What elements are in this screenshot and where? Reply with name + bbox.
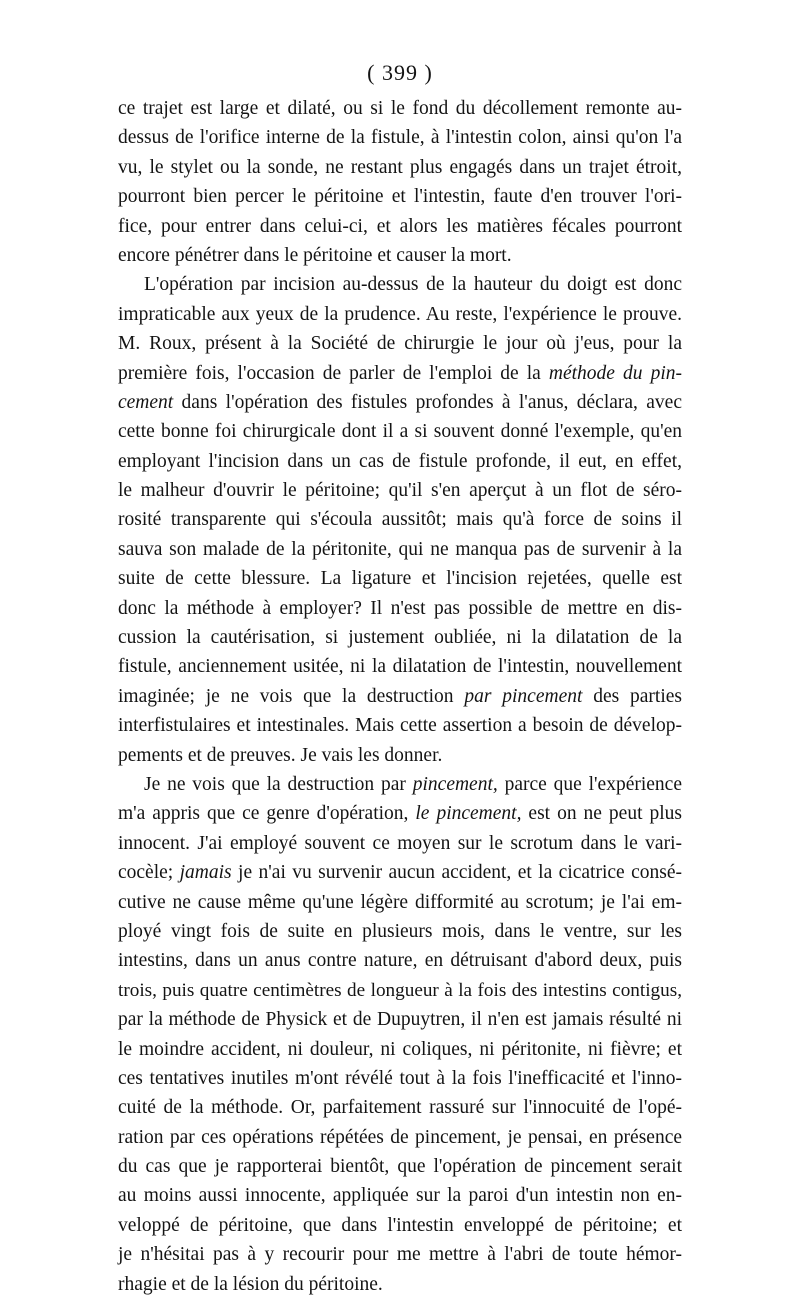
text-run: sauva son malade de la péritonite, qui ne manqua pas de survenir à la — [118, 538, 682, 560]
text-run: au moins aussi innocente, appliquée sur la paroi d'un intestin non en- — [118, 1185, 682, 1207]
text-line — [118, 1035, 682, 1064]
text-run: cutive ne cause même qu'une légère difformité au scrotum; je l'ai em- — [118, 891, 682, 913]
text-run: intestins, dans un anus contre nature, en détruisant d'abord deux, puis — [118, 950, 682, 972]
text-run: interfistulaires et intestinales. Mais cette assertion a besoin de dévelop- — [118, 715, 682, 737]
text-run: je n'ai vu survenir aucun accident, et la cicatrice consé- — [231, 862, 682, 884]
text-line — [118, 417, 682, 446]
text-run: le moindre accident, ni douleur, ni coliques, ni péritonite, ni fièvre; et — [118, 1038, 682, 1060]
text-line — [118, 623, 682, 652]
text-line — [118, 1093, 682, 1122]
text-run: fistule, anciennement usitée, ni la dilatation de l'intestin, nouvellement — [118, 656, 682, 678]
text-run: rosité transparente qui s'écoula aussitôt; mais qu'à force de soins il — [118, 509, 682, 531]
text-run: M. Roux, présent à la Société de chirurgie le jour où j'eus, pour la — [118, 333, 682, 355]
text-line — [118, 447, 682, 476]
text-run: ration par ces opérations répétées de pincement, je pensai, en présence — [118, 1126, 682, 1148]
text-line — [118, 94, 682, 123]
italic-run: par pincement — [464, 685, 583, 707]
text-run: dans l'opération des fistules profondes à l'anus, déclara, avec — [173, 391, 682, 413]
text-run: des parties — [582, 685, 682, 707]
text-run: fice, pour entrer dans celui-ci, et alors les matières fécales pourront — [118, 215, 682, 237]
text-run: Je ne vois que la destruction par — [144, 773, 413, 795]
text-run: pourront bien percer le péritoine et l'intestin, faute d'en trouver l'ori- — [118, 186, 682, 208]
text-line — [118, 652, 682, 681]
text-run: rhagie et de la lésion du péritoine. — [118, 1273, 383, 1295]
text-run: encore pénétrer dans le péritoine et causer la mort. — [118, 244, 512, 266]
text-line — [118, 1240, 682, 1269]
italic-run: pincement, — [412, 773, 498, 795]
text-line — [118, 594, 682, 623]
text-run: cuité de la méthode. Or, parfaitement rassuré sur l'innocuité de l'opé- — [118, 1097, 682, 1119]
text-line — [118, 388, 682, 417]
text-line — [118, 476, 682, 505]
text-line — [118, 1270, 682, 1299]
text-run: L'opération par incision au-dessus de la hauteur du doigt est donc — [144, 274, 682, 296]
text-run: impraticable aux yeux de la prudence. Au reste, l'expérience le prouve. — [118, 303, 682, 325]
text-line — [118, 1211, 682, 1240]
text-run: employant l'incision dans un cas de fistule profonde, il eut, en effet, — [118, 450, 682, 472]
text-run: cocèle; — [118, 862, 180, 884]
italic-run: jamais — [179, 862, 232, 884]
text-line — [118, 1005, 682, 1034]
text-line — [118, 1181, 682, 1210]
text-run: est on ne peut plus — [521, 803, 682, 825]
text-line — [118, 564, 682, 593]
text-run: le malheur d'ouvrir le péritoine; qu'il s'en aperçut à un flot de séro- — [118, 480, 682, 502]
text-line — [118, 946, 682, 975]
text-line — [118, 505, 682, 534]
text-line — [118, 799, 682, 828]
body-text — [118, 94, 682, 1299]
text-run: cussion la cautérisation, si justement oubliée, ni la dilatation de la — [118, 627, 682, 649]
text-line — [118, 241, 682, 270]
text-run: dessus de l'orifice interne de la fistule, à l'intestin colon, ainsi qu'on l'a — [118, 127, 682, 149]
text-run: ces tentatives inutiles m'ont révélé tout à la fois l'inefficacité et l'inno- — [118, 1067, 682, 1089]
text-run: veloppé de péritoine, que dans l'intestin enveloppé de péritoine; et — [118, 1214, 682, 1236]
text-line — [118, 270, 682, 299]
text-run: trois, puis quatre centimètres de longueur à la fois des intestins contigus, — [118, 979, 682, 1001]
text-run: je n'hésitai pas à y recourir pour me mettre à l'abri de toute hémor- — [118, 1244, 682, 1266]
text-run: cette bonne foi chirurgicale dont il a si souvent donné l'exemple, qu'en — [118, 421, 682, 443]
text-line — [118, 770, 682, 799]
text-line — [118, 153, 682, 182]
text-line — [118, 123, 682, 152]
text-run: innocent. J'ai employé souvent ce moyen sur le scrotum dans le vari- — [118, 832, 682, 854]
italic-run: méthode du pin- — [548, 362, 682, 384]
text-line — [118, 917, 682, 946]
text-line — [118, 829, 682, 858]
text-run: m'a appris que ce genre d'opération, — [118, 803, 416, 825]
text-line — [118, 741, 682, 770]
text-run: pements et de preuves. Je vais les donner. — [118, 744, 443, 766]
text-run: ce trajet est large et dilaté, ou si le fond du décollement remonte au- — [118, 98, 682, 119]
italic-run: cement — [118, 391, 174, 413]
text-line — [118, 535, 682, 564]
text-line — [118, 858, 682, 887]
text-run: du cas que je rapporterai bientôt, que l'opération de pincement serait — [118, 1156, 682, 1178]
text-run: par la méthode de Physick et de Dupuytren, il n'en est jamais résulté ni — [118, 1009, 682, 1031]
text-run: donc la méthode à employer? Il n'est pas possible de mettre en dis- — [118, 597, 682, 619]
text-line — [118, 329, 682, 358]
text-run: première fois, l'occasion de parler de l'emploi de la — [118, 362, 549, 384]
text-line — [118, 976, 682, 1005]
text-line — [118, 182, 682, 211]
text-run: suite de cette blessure. La ligature et l'incision rejetées, quelle est — [118, 568, 682, 590]
text-line — [118, 300, 682, 329]
text-line — [118, 1152, 682, 1181]
page-number: ( 399 ) — [367, 60, 433, 85]
text-line — [118, 212, 682, 241]
text-run: imaginée; je ne vois que la destruction — [118, 685, 465, 707]
text-line — [118, 682, 682, 711]
text-line — [118, 359, 682, 388]
text-line — [118, 1123, 682, 1152]
text-run: vu, le stylet ou la sonde, ne restant plus engagés dans un trajet étroit, — [118, 156, 682, 178]
text-run: ployé vingt fois de suite en plusieurs mois, dans le ventre, sur les — [118, 920, 682, 942]
text-run: parce que l'expérience — [497, 773, 682, 795]
text-line — [118, 1064, 682, 1093]
text-line — [118, 888, 682, 917]
text-line — [118, 711, 682, 740]
italic-run: le pincement, — [415, 803, 522, 825]
